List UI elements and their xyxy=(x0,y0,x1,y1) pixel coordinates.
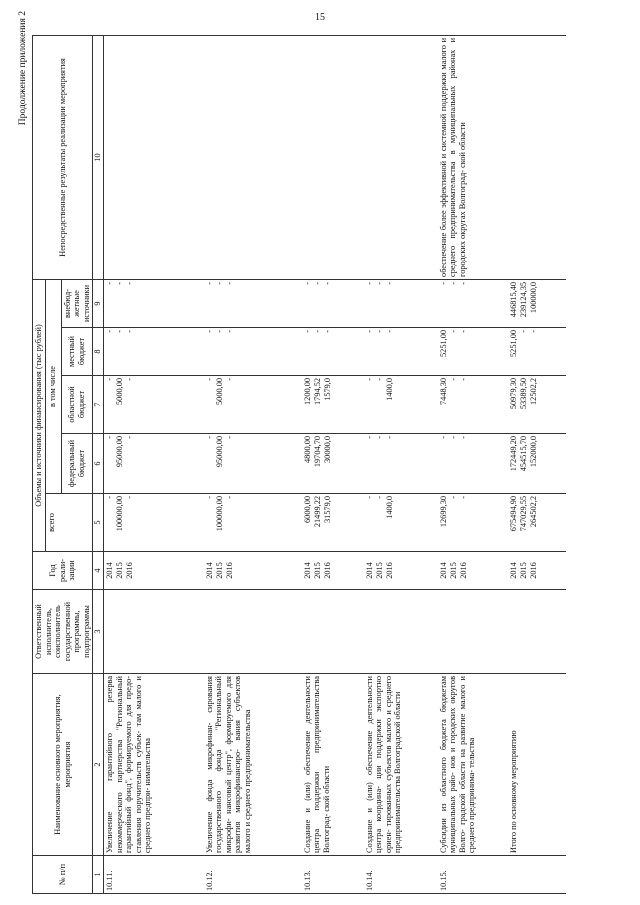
column-number-row xyxy=(93,35,104,893)
header-name: Наименование основного мероприятия, мероприятия xyxy=(33,674,93,856)
years-value: 2016 xyxy=(384,562,394,579)
federal-value: - xyxy=(384,436,394,439)
column-number: 7 xyxy=(93,376,104,434)
years-value: 2015 xyxy=(518,562,528,579)
federal-value: - xyxy=(105,436,115,439)
years-value: 2014 xyxy=(105,562,115,579)
federal-value: 152000,0 xyxy=(528,436,538,468)
years-value: 2016 xyxy=(322,562,332,579)
header-executor: Ответственный исполнитель, соисполнитель государственной программы, подпрограммы xyxy=(33,590,93,674)
row-regional xyxy=(508,376,566,434)
regional-value: - xyxy=(458,378,468,381)
row-result xyxy=(302,35,364,279)
extra-value: 239124,35 xyxy=(518,281,528,318)
table-row xyxy=(364,35,438,893)
row-name: Итого по основному мероприятию xyxy=(508,674,566,856)
regional-value: - xyxy=(374,378,384,381)
regional-value: - xyxy=(364,378,374,381)
federal-value: 95000,00 xyxy=(115,436,125,468)
total-value: 1400,0 xyxy=(384,496,394,519)
row-local xyxy=(364,328,438,376)
row-extra xyxy=(302,279,364,327)
row-name: Увеличение гарантийного резерва некоммерческого партнерства "Региональный гарантийный фонд", формируемого для предо- ставления поручительств субъек- там малого и среднего предпри- нимательства xyxy=(104,674,204,856)
extra-value: - xyxy=(224,281,234,285)
row-federal xyxy=(302,434,364,494)
federal-value: - xyxy=(364,436,374,439)
regional-value: - xyxy=(448,378,458,381)
header-funding: Объемы и источники финансирования (тыс рублей) xyxy=(33,279,46,551)
row-number: 10.11. xyxy=(104,856,204,894)
total-value: 100000,00 xyxy=(115,496,125,532)
total-value: 264502,2 xyxy=(528,496,538,528)
header-total: всего xyxy=(45,494,93,552)
total-value: - xyxy=(125,496,135,499)
row-years xyxy=(104,552,204,590)
row-federal xyxy=(508,434,566,494)
extra-value: - xyxy=(312,281,322,285)
federal-value: 172449,20 xyxy=(508,436,518,472)
row-executor xyxy=(438,590,508,674)
row-total xyxy=(508,494,566,552)
row-name: Создание и (или) обеспечение деятельности центра поддержки предпринимательства Волгоград- ской области xyxy=(302,674,364,856)
row-result: обеспечение более эффективной и системной поддержки малого и среднего предпринимательства в муниципальных районах и городских округах Волгоград- ской области xyxy=(438,35,508,279)
regional-value: 7448,30 xyxy=(438,378,448,405)
row-extra xyxy=(204,279,302,327)
years-value: 2015 xyxy=(448,562,458,579)
row-executor xyxy=(364,590,438,674)
regional-value: 50979,30 xyxy=(508,378,518,410)
local-value: - xyxy=(384,330,394,333)
local-value: - xyxy=(374,330,384,333)
column-number: 10 xyxy=(93,35,104,279)
local-value: - xyxy=(204,330,214,333)
total-value: 675494,90 xyxy=(508,496,518,532)
regional-value: 5000,00 xyxy=(115,378,125,405)
local-value: - xyxy=(302,330,312,333)
row-name: Увеличение фонда микрофинан- сирования государственного фонда "Региональный микрофи- нансовый центр", формируемого для развития микрофинансиро- вания субъектов малого и среднего предпринимательства xyxy=(204,674,302,856)
row-regional xyxy=(104,376,204,434)
column-number: 9 xyxy=(93,279,104,327)
continuation-label: Продолжение приложения 2 xyxy=(18,11,28,126)
regional-value: - xyxy=(125,378,135,381)
table-body xyxy=(104,35,566,893)
header-incl: в том числе xyxy=(45,279,61,493)
federal-value: - xyxy=(374,436,384,439)
local-value: - xyxy=(518,330,528,333)
row-total xyxy=(438,494,508,552)
extra-value: - xyxy=(448,281,458,285)
local-value: - xyxy=(312,330,322,333)
regional-value: - xyxy=(224,378,234,381)
row-regional xyxy=(364,376,438,434)
row-result xyxy=(364,35,438,279)
extra-value: - xyxy=(115,281,125,285)
row-local xyxy=(508,328,566,376)
regional-value: - xyxy=(105,378,115,381)
extra-value: - xyxy=(438,281,448,285)
extra-value: - xyxy=(458,281,468,285)
years-value: 2014 xyxy=(302,562,312,579)
row-number: 10.15. xyxy=(438,856,508,894)
regional-value: 5000,00 xyxy=(214,378,224,405)
row-extra xyxy=(508,279,566,327)
regional-value: 1200,00 xyxy=(302,378,312,405)
header-year: Год реали- зации xyxy=(33,552,93,590)
total-value: 100000,00 xyxy=(214,496,224,532)
extra-value: - xyxy=(364,281,374,285)
row-result xyxy=(508,35,566,279)
row-years xyxy=(302,552,364,590)
row-extra xyxy=(104,279,204,327)
column-number: 8 xyxy=(93,328,104,376)
row-result xyxy=(104,35,204,279)
row-executor xyxy=(204,590,302,674)
row-local xyxy=(438,328,508,376)
row-federal xyxy=(104,434,204,494)
page-number: 15 xyxy=(315,12,325,23)
extra-value: 100000,0 xyxy=(528,281,538,314)
row-number xyxy=(508,856,566,894)
local-value: - xyxy=(364,330,374,333)
row-executor xyxy=(104,590,204,674)
header-federal: федеральный бюджет xyxy=(61,434,93,494)
total-value: 12699,30 xyxy=(438,496,448,528)
funding-table xyxy=(32,35,566,894)
years-value: 2014 xyxy=(204,562,214,579)
regional-value: 1579,0 xyxy=(322,378,332,401)
header-num: № п/п xyxy=(33,856,93,894)
local-value: - xyxy=(105,330,115,333)
years-value: 2016 xyxy=(458,562,468,579)
years-value: 2016 xyxy=(224,562,234,579)
total-value: - xyxy=(448,496,458,499)
local-value: 5251,00 xyxy=(508,330,518,357)
local-value: - xyxy=(125,330,135,333)
header-regional: областной бюджет xyxy=(61,376,93,434)
column-number: 6 xyxy=(93,434,104,494)
row-executor xyxy=(508,590,566,674)
table-row xyxy=(204,35,302,893)
local-value: - xyxy=(115,330,125,333)
total-value: 6000,00 xyxy=(302,496,312,523)
row-extra xyxy=(438,279,508,327)
local-value: 5251,00 xyxy=(438,330,448,357)
extra-value: 446815,40 xyxy=(508,281,518,318)
row-federal xyxy=(438,434,508,494)
total-value: - xyxy=(204,496,214,499)
federal-value: - xyxy=(204,436,214,439)
row-name: Субсидии из областного бюджета бюджетам муниципальных райо- нов и городских округов Волго- градской области на развитие малого и среднего предпринима- тельства xyxy=(438,674,508,856)
years-value: 2016 xyxy=(125,562,135,579)
extra-value: - xyxy=(322,281,332,285)
total-value: - xyxy=(364,496,374,499)
header-result: Непосредственные результаты реализации мероприятия xyxy=(33,35,93,279)
regional-value: - xyxy=(204,378,214,381)
federal-value: 30000,0 xyxy=(322,436,332,463)
row-years xyxy=(364,552,438,590)
row-regional xyxy=(302,376,364,434)
federal-value: - xyxy=(448,436,458,439)
federal-value: - xyxy=(224,436,234,439)
row-regional xyxy=(438,376,508,434)
table-row xyxy=(302,35,364,893)
years-value: 2014 xyxy=(364,562,374,579)
local-value: - xyxy=(224,330,234,333)
row-total xyxy=(104,494,204,552)
years-value: 2015 xyxy=(312,562,322,579)
table-row xyxy=(508,35,566,893)
row-federal xyxy=(364,434,438,494)
years-value: 2016 xyxy=(528,562,538,579)
extra-value: - xyxy=(384,281,394,285)
row-regional xyxy=(204,376,302,434)
total-value: - xyxy=(458,496,468,499)
row-name: Создание и (или) обеспечение деятельности центра координа- ции поддержки экспортно ориен- тированных субъектов малого и среднего предпринимательства Волгоградской области xyxy=(364,674,438,856)
federal-value: 454515,70 xyxy=(518,436,528,472)
local-value: - xyxy=(448,330,458,333)
table-row xyxy=(438,35,508,893)
years-value: 2015 xyxy=(115,562,125,579)
row-total xyxy=(302,494,364,552)
column-number: 3 xyxy=(93,590,104,674)
years-value: 2015 xyxy=(374,562,384,579)
row-number: 10.13. xyxy=(302,856,364,894)
row-local xyxy=(302,328,364,376)
column-number: 1 xyxy=(93,856,104,894)
row-total xyxy=(204,494,302,552)
federal-value: - xyxy=(125,436,135,439)
row-number: 10.14. xyxy=(364,856,438,894)
total-value: 21499,22 xyxy=(312,496,322,528)
extra-value: - xyxy=(204,281,214,285)
total-value: 31579,0 xyxy=(322,496,332,523)
row-years xyxy=(204,552,302,590)
row-extra xyxy=(364,279,438,327)
extra-value: - xyxy=(374,281,384,285)
total-value: - xyxy=(224,496,234,499)
regional-value: 1400,0 xyxy=(384,378,394,401)
federal-value: 19704,70 xyxy=(312,436,322,468)
column-number: 2 xyxy=(93,674,104,856)
extra-value: - xyxy=(214,281,224,285)
row-executor xyxy=(302,590,364,674)
total-value: - xyxy=(105,496,115,499)
table-row xyxy=(104,35,204,893)
row-local xyxy=(204,328,302,376)
federal-value: - xyxy=(438,436,448,439)
extra-value: - xyxy=(302,281,312,285)
extra-value: - xyxy=(105,281,115,285)
regional-value: 53389,50 xyxy=(518,378,528,410)
total-value: - xyxy=(374,496,384,499)
rotated-landscape-page xyxy=(10,5,630,900)
header-extra: внебюд- жетные источники xyxy=(61,279,93,327)
local-value: - xyxy=(214,330,224,333)
row-number: 10.12. xyxy=(204,856,302,894)
local-value: - xyxy=(528,330,538,333)
column-number: 5 xyxy=(93,494,104,552)
years-value: 2014 xyxy=(438,562,448,579)
row-federal xyxy=(204,434,302,494)
row-years xyxy=(508,552,566,590)
header-local: местный бюджет xyxy=(61,328,93,376)
regional-value: 1794,52 xyxy=(312,378,322,405)
total-value: 747029,55 xyxy=(518,496,528,532)
years-value: 2015 xyxy=(214,562,224,579)
row-local xyxy=(104,328,204,376)
years-value: 2014 xyxy=(508,562,518,579)
regional-value: 12502,2 xyxy=(528,378,538,405)
row-result xyxy=(204,35,302,279)
row-total xyxy=(364,494,438,552)
local-value: - xyxy=(322,330,332,333)
local-value: - xyxy=(458,330,468,333)
row-years xyxy=(438,552,508,590)
extra-value: - xyxy=(125,281,135,285)
federal-value: 4800,00 xyxy=(302,436,312,463)
federal-value: - xyxy=(458,436,468,439)
federal-value: 95000,00 xyxy=(214,436,224,468)
column-number: 4 xyxy=(93,552,104,590)
